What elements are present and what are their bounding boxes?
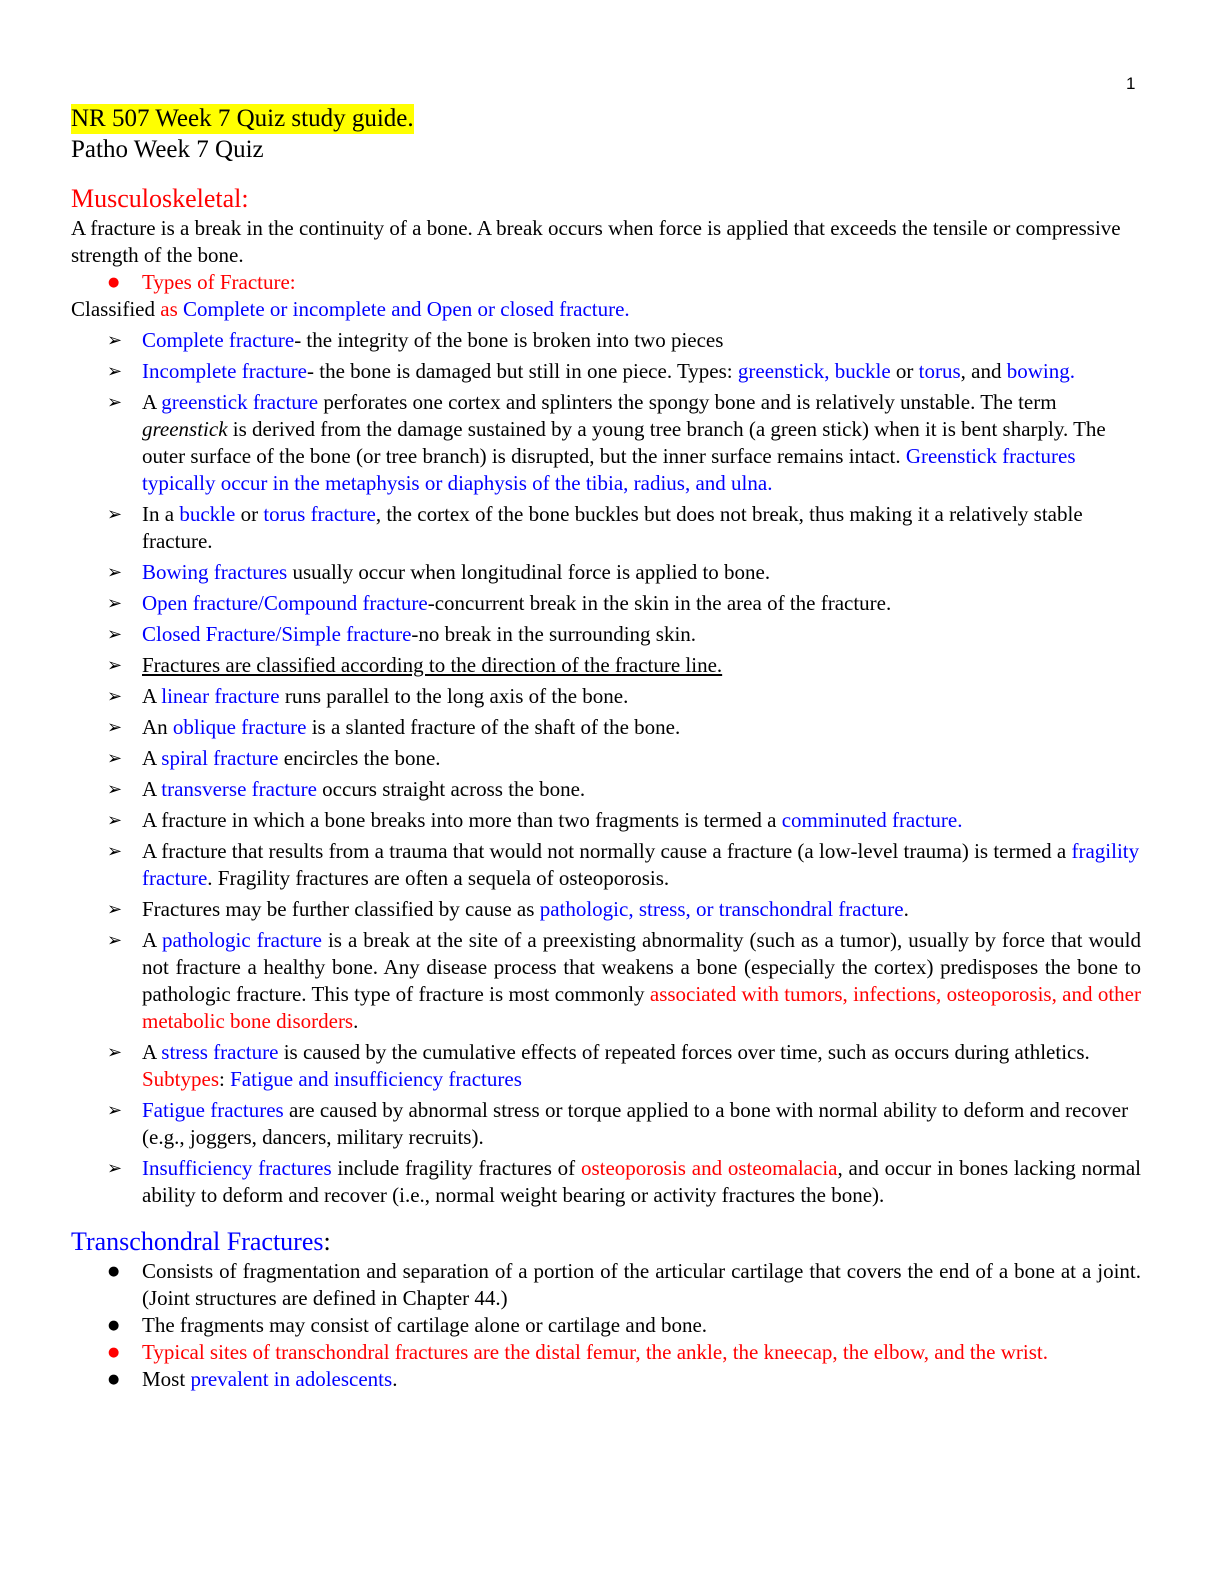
list-item: ➢ A spiral fracture encircles the bone. (71, 745, 1141, 772)
list-item: ➢ A stress fracture is caused by the cumulative effects of repeated forces over time, such as occurs during athletics. Subtypes: Fatigue and insufficiency fractures (71, 1039, 1141, 1093)
list-item: ➢ In a buckle or torus fracture, the cortex of the bone buckles but does not break, thus making it a relatively stable fracture. (71, 501, 1141, 555)
types-list (71, 269, 1141, 296)
list-item: ➢ Incomplete fracture- the bone is damaged but still in one piece. Types: greenstick, buckle or torus, and bowing. (71, 358, 1141, 385)
intro-paragraph: A fracture is a break in the continuity of a bone. A break occurs when force is applied that exceeds the tensile or compressive strength of the bone. (71, 216, 1121, 267)
document-body (71, 104, 1141, 1393)
section-heading-transchondral: Transchondral Fractures: (71, 1227, 331, 1256)
classified-line: Classified as Complete or incomplete and Open or closed fracture. (71, 297, 630, 321)
list-item: ➢ Fractures may be further classified by cause as pathologic, stress, or transchondral fracture. (71, 896, 1141, 923)
list-item: ➢ Closed Fracture/Simple fracture-no break in the surrounding skin. (71, 621, 1141, 648)
list-item: ➢ A fracture in which a bone breaks into more than two fragments is termed a comminuted fracture. (71, 807, 1141, 834)
list-item: ➢ A fracture that results from a trauma that would not normally cause a fracture (a low-level trauma) is termed a fragility fracture. Fragility fractures are often a sequela of osteoporosis. (71, 838, 1141, 892)
list-item: ● The fragments may consist of cartilage alone or cartilage and bone. (71, 1312, 1141, 1339)
list-item: ➢ A transverse fracture occurs straight across the bone. (71, 776, 1141, 803)
list-item: ➢ Fractures are classified according to the direction of the fracture line. (71, 652, 1141, 679)
fracture-list (71, 327, 1141, 1209)
list-item: ● Typical sites of transchondral fractures are the distal femur, the ankle, the kneecap, the elbow, and the wrist. (71, 1339, 1141, 1366)
list-item: ● Most prevalent in adolescents. (71, 1366, 1141, 1393)
transchondral-list (71, 1258, 1141, 1393)
list-item: ➢ Insufficiency fractures include fragility fractures of osteoporosis and osteomalacia, and occur in bones lacking normal ability to deform and recover (i.e., normal weight bearing or activity fractures the bone). (71, 1155, 1141, 1209)
list-item: ➢ Open fracture/Compound fracture-concurrent break in the skin in the area of the fracture. (71, 590, 1141, 617)
types-heading: ● Types of Fracture: (71, 269, 1141, 296)
list-item: ➢ A linear fracture runs parallel to the long axis of the bone. (71, 683, 1141, 710)
list-item: ➢ Complete fracture- the integrity of the bone is broken into two pieces (71, 327, 1141, 354)
list-item: ➢ A greenstick fracture perforates one cortex and splinters the spongy bone and is relatively unstable. The term greenstick is derived from the damage sustained by a young tree branch (a green stick) when it is bent sharply. The outer surface of the bone (or tree branch) is disrupted, but the inner surface remains intact. Greenstick fractures typically occur in the metaphysis or diaphysis of the tibia, radius, and ulna. (71, 389, 1141, 497)
list-item: ● Consists of fragmentation and separation of a portion of the articular cartilage that covers the end of a bone at a joint. (Joint structures are defined in Chapter 44.) (71, 1258, 1141, 1312)
list-item: ➢ A pathologic fracture is a break at the site of a preexisting abnormality (such as a tumor), usually by force that would not fracture a healthy bone. Any disease process that weakens a bone (especially the cortex) predisposes the bone to pathologic fracture. This type of fracture is most commonly associated with tumors, infections, osteoporosis, and other metabolic bone disorders. (71, 927, 1141, 1035)
list-item: ➢ An oblique fracture is a slanted fracture of the shaft of the bone. (71, 714, 1141, 741)
section-heading-musculoskeletal: Musculoskeletal: (71, 184, 249, 213)
document-title: NR 507 Week 7 Quiz study guide. (71, 105, 414, 132)
page-number: 1 (1126, 74, 1136, 93)
list-item: ➢ Fatigue fractures are caused by abnormal stress or torque applied to a bone with normal ability to deform and recover (e.g., joggers, dancers, military recruits). (71, 1097, 1141, 1151)
list-item: ➢ Bowing fractures usually occur when longitudinal force is applied to bone. (71, 559, 1141, 586)
document-subtitle: Patho Week 7 Quiz (71, 136, 264, 163)
